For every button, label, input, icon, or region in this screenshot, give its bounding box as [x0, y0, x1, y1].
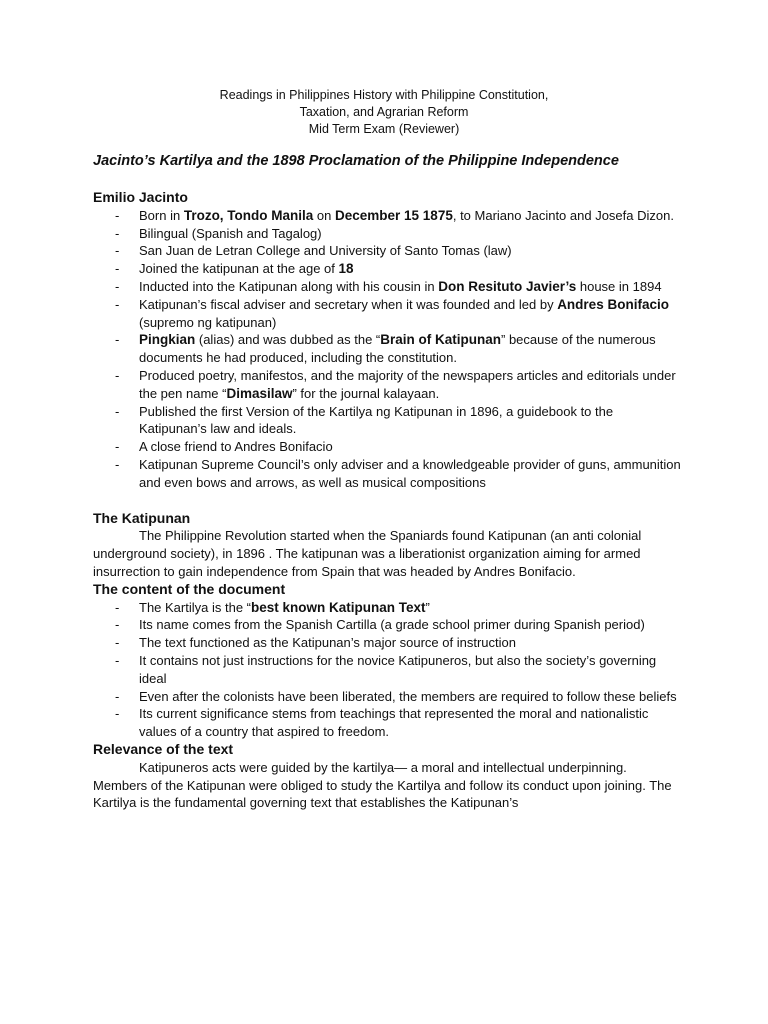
list-item — [93, 278, 683, 296]
list-item: - Even after the colonists have been liberated, the members are required to follow these beliefs — [93, 688, 683, 706]
text: Katipunan’s fiscal adviser and secretary when it was founded and led by — [139, 296, 558, 312]
list-item: - Bilingual (Spanish and Tagalog) — [93, 225, 683, 243]
header-exam-line: Mid Term Exam (Reviewer) — [308, 122, 460, 136]
bold-text: December 15 1875 — [335, 207, 453, 223]
text: ” — [425, 599, 430, 615]
section-heading-relevance-of-text: Relevance of the text — [93, 740, 234, 757]
list-item: - Katipunan Supreme Council’s only adviser and a knowledgeable provider of guns, ammunition and even bows and arrows, as well as musical compositions — [93, 456, 683, 492]
relevance-paragraph — [93, 759, 683, 812]
text: (supremo ng katipunan) — [139, 314, 277, 330]
text: Born in — [139, 207, 184, 223]
paragraph-text: Katipuneros acts were guided by the kartilya— a moral and intellectual underpinning. Members of the Katipunan were obliged to study the Kartilya and follow its conduct upon joining. The Kartilya is the fundamental governing text that establishes the Katipunan’s — [93, 759, 672, 811]
list-item: - Its current significance stems from teachings that represented the moral and nationalistic values of a country that aspired to freedom. — [93, 705, 683, 741]
list-item — [93, 599, 683, 617]
katipunan-paragraph — [93, 527, 683, 580]
emilio-jacinto-list — [93, 207, 683, 492]
header-course-line-1: Readings in Philippines History with Philippine Constitution, — [219, 88, 549, 102]
list-item: - It contains not just instructions for the novice Katipuneros, but also the society’s governing ideal — [93, 652, 683, 688]
list-item — [93, 296, 683, 332]
content-list — [93, 599, 683, 741]
bold-text: Trozo, Tondo Manila — [183, 207, 314, 223]
document-body — [93, 189, 683, 812]
bold-text: Don Resituto Javier’s — [438, 278, 577, 294]
section-heading-emilio-jacinto: Emilio Jacinto — [93, 189, 188, 205]
text: Joined the katipunan at the age of — [139, 261, 339, 277]
text: , to Mariano Jacinto and Josefa Dizon. — [452, 207, 674, 223]
document-header — [0, 87, 768, 138]
text: on — [313, 207, 335, 223]
list-item — [93, 367, 683, 403]
list-item: - The text functioned as the Katipunan’s major source of instruction — [93, 634, 683, 652]
text: Produced poetry, manifestos, and the majority of the newspapers articles and editorials under the pen name “ — [139, 367, 676, 401]
list-item: - A close friend to Andres Bonifacio — [93, 438, 683, 456]
document-title: Jacinto’s Kartilya and the 1898 Proclamation of the Philippine Independence — [93, 153, 619, 169]
bold-text: best known Katipunan Text — [251, 599, 426, 615]
paragraph-text: The Philippine Revolution started when the Spaniards found Katipunan (an anti colonial underground society), in 1896 . The katipunan was a liberationist organization aiming for armed insurrection to gain independence from Spain that was headed by Andres Bonifacio. — [93, 528, 642, 579]
list-item — [93, 331, 683, 367]
list-item: - Published the first Version of the Kartilya ng Katipunan in 1896, a guidebook to the Katipunan’s law and ideals. — [93, 403, 683, 439]
bold-text: Pingkian — [139, 332, 196, 348]
bold-text: Brain of Katipunan — [380, 332, 502, 348]
spacer — [93, 492, 683, 510]
list-item: - Its name comes from the Spanish Cartilla (a grade school primer during Spanish period) — [93, 616, 683, 634]
bold-text: 18 — [338, 261, 354, 277]
list-item — [93, 207, 683, 225]
bold-text: Dimasilaw — [226, 385, 293, 401]
list-item — [93, 260, 683, 278]
text: The Kartilya is the “ — [139, 599, 251, 615]
bold-text: Andres Bonifacio — [557, 296, 669, 312]
text: house in 1894 — [576, 278, 662, 294]
list-item: - San Juan de Letran College and University of Santo Tomas (law) — [93, 242, 683, 260]
text: Inducted into the Katipunan along with his cousin in — [139, 278, 439, 294]
header-course-line-2: Taxation, and Agrarian Reform — [299, 105, 469, 119]
section-heading-content-of-document: The content of the document — [93, 580, 286, 597]
text: ” for the journal kalayaan. — [292, 385, 440, 401]
text: (alias) and was dubbed as the “ — [195, 332, 381, 348]
text: ” because of the numerous documents he had produced, including the constitution. — [139, 332, 656, 366]
section-heading-the-katipunan: The Katipunan — [93, 509, 191, 526]
